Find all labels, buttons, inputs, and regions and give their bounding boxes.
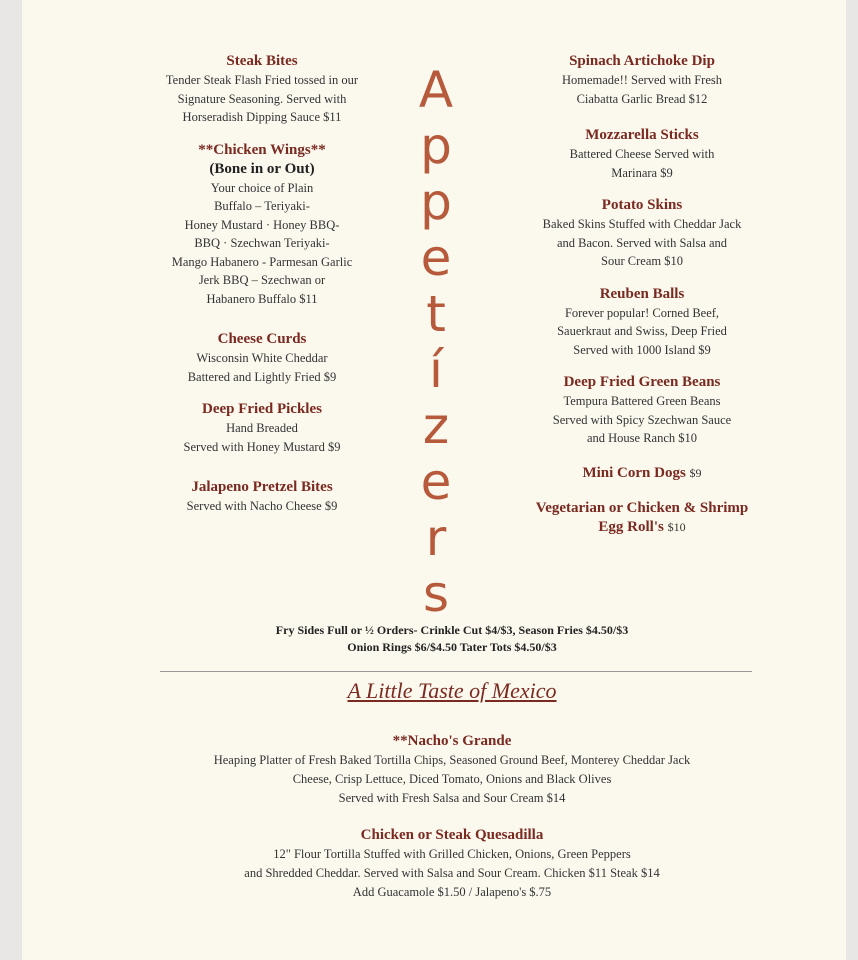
item-desc	[492, 215, 792, 271]
desc-line: BBQ · Szechwan Teriyaki-	[194, 236, 330, 250]
desc-line: Signature Seasoning. Served with	[177, 91, 347, 106]
item-desc	[117, 419, 407, 456]
desc-line: Marinara $9	[611, 165, 673, 180]
heading-letter: s	[422, 565, 450, 623]
item-subtitle: (Bone in or Out)	[209, 160, 315, 177]
item-desc	[117, 349, 407, 386]
section-title: A Little Taste of Mexico	[347, 678, 557, 703]
item-price: $9	[689, 465, 702, 480]
desc-line: Served with Fresh Salsa and Sour Cream $14	[338, 791, 566, 805]
menu-item	[492, 285, 792, 360]
desc-line: Habanero Buffalo $11	[206, 291, 318, 306]
item-desc	[492, 145, 792, 182]
item-title: **Nacho's Grande	[392, 733, 512, 749]
item-desc	[492, 71, 792, 108]
item-title-text: Mini Corn Dogs	[582, 464, 686, 481]
desc-line: Buffalo – Teriyaki-	[214, 199, 310, 213]
item-title: Deep Fried Green Beans	[563, 374, 721, 390]
item-title: Chicken or Steak Quesadilla	[360, 827, 544, 843]
item-desc	[492, 392, 792, 448]
fry-sides-note	[122, 622, 782, 656]
desc-line: Horseradish Dipping Sauce $11	[182, 110, 342, 124]
desc-line: Jerk BBQ – Szechwan or	[198, 273, 326, 287]
item-title: Vegetarian or Chicken & Shrimp	[535, 499, 749, 516]
menu-item	[102, 826, 802, 902]
item-desc	[492, 304, 792, 360]
item-title: Mozzarella Sticks	[585, 127, 699, 143]
menu-item	[117, 52, 407, 127]
item-title: Cheese Curds	[217, 331, 307, 347]
desc-line: Tempura Battered Green Beans	[563, 394, 721, 408]
item-desc	[102, 751, 802, 808]
desc-line: Baked Skins Stuffed with Cheddar Jack	[542, 217, 742, 231]
menu-item	[492, 373, 792, 448]
desc-line: Hand Breaded	[226, 421, 298, 435]
item-desc	[117, 497, 407, 516]
desc-line: Heaping Platter of Fresh Baked Tortilla Chips, Seasoned Ground Beef, Monterey Cheddar Jack	[213, 753, 691, 767]
desc-line: Cheese, Crisp Lettuce, Diced Tomato, Onions and Black Olives	[292, 772, 612, 786]
menu-item	[117, 330, 407, 386]
item-title: Reuben Balls	[599, 285, 685, 302]
desc-line: Ciabatta Garlic Bread $12	[576, 91, 708, 106]
appetizers-heading	[396, 62, 476, 622]
desc-line: Forever popular! Corned Beef,	[564, 305, 720, 320]
desc-line: and Shredded Cheddar. Served with Salsa and Sour Cream. Chicken $11 Steak $14	[244, 866, 660, 880]
heading-letter: r	[425, 509, 447, 567]
right-column	[492, 52, 792, 551]
desc-line: Homemade!! Served with Fresh	[561, 73, 723, 87]
item-title-text: Egg Roll's	[598, 518, 664, 535]
desc-line: Sauerkraut and Swiss, Deep Fried	[557, 324, 727, 338]
menu-item	[117, 400, 407, 456]
desc-line: Mango Habanero - Parmesan Garlic	[171, 254, 353, 269]
menu-page	[22, 0, 846, 960]
item-desc	[117, 179, 407, 309]
heading-letter: t	[426, 285, 446, 343]
sides-line: Fry Sides Full or ½ Orders- Crinkle Cut $4/$3, Season Fries $4.50/$3	[275, 623, 629, 637]
desc-line: Sour Cream $10	[601, 254, 683, 268]
item-title: Jalapeno Pretzel Bites	[191, 479, 333, 495]
desc-line: Your choice of Plain	[210, 180, 314, 195]
desc-line: Served with 1000 Island $9	[573, 342, 711, 357]
menu-item	[117, 141, 407, 309]
menu-item	[492, 52, 792, 108]
desc-line: and House Ranch $10	[586, 431, 698, 445]
heading-letter: p	[420, 117, 452, 175]
item-desc	[102, 845, 802, 902]
item-title	[492, 518, 792, 537]
left-column	[117, 52, 407, 530]
menu-item	[492, 126, 792, 182]
menu-item	[117, 478, 407, 516]
desc-line: Honey Mustard · Honey BBQ-	[184, 217, 340, 232]
heading-letter: A	[418, 61, 454, 119]
heading-letter: p	[420, 173, 452, 231]
desc-line: Battered and Lightly Fried $9	[187, 369, 337, 384]
heading-letter: e	[420, 229, 452, 287]
item-price: $10	[667, 519, 686, 534]
menu-item	[492, 196, 792, 271]
heading-letter: í	[429, 341, 443, 399]
desc-line: Served with Honey Mustard $9	[183, 439, 341, 454]
desc-line: Served with Nacho Cheese $9	[186, 499, 338, 513]
sides-line: Onion Rings $6/$4.50 Tater Tots $4.50/$3	[347, 640, 557, 654]
heading-letter: e	[420, 453, 452, 511]
desc-line: 12" Flour Tortilla Stuffed with Grilled Chicken, Onions, Green Peppers	[273, 847, 631, 861]
desc-line: Battered Cheese Served with	[569, 147, 715, 161]
item-title: Steak Bites	[226, 53, 298, 69]
item-title: Spinach Artichoke Dip	[569, 53, 715, 69]
desc-line: Wisconsin White Cheddar	[196, 351, 328, 365]
item-title	[492, 464, 792, 483]
heading-letter: z	[422, 397, 450, 455]
menu-item	[492, 464, 792, 483]
menu-item	[102, 732, 802, 808]
desc-line: and Bacon. Served with Salsa and	[556, 235, 728, 250]
item-title: **Chicken Wings**	[198, 141, 326, 158]
desc-line: Tender Steak Flash Fried tossed in our	[165, 73, 359, 87]
item-desc	[117, 71, 407, 127]
item-title: Potato Skins	[601, 197, 683, 213]
divider	[160, 671, 752, 672]
desc-line: Served with Spicy Szechwan Sauce	[552, 412, 732, 427]
item-title: Deep Fried Pickles	[202, 401, 322, 417]
desc-line: Add Guacamole $1.50 / Jalapeno's $.75	[352, 885, 552, 899]
menu-item	[492, 499, 792, 537]
